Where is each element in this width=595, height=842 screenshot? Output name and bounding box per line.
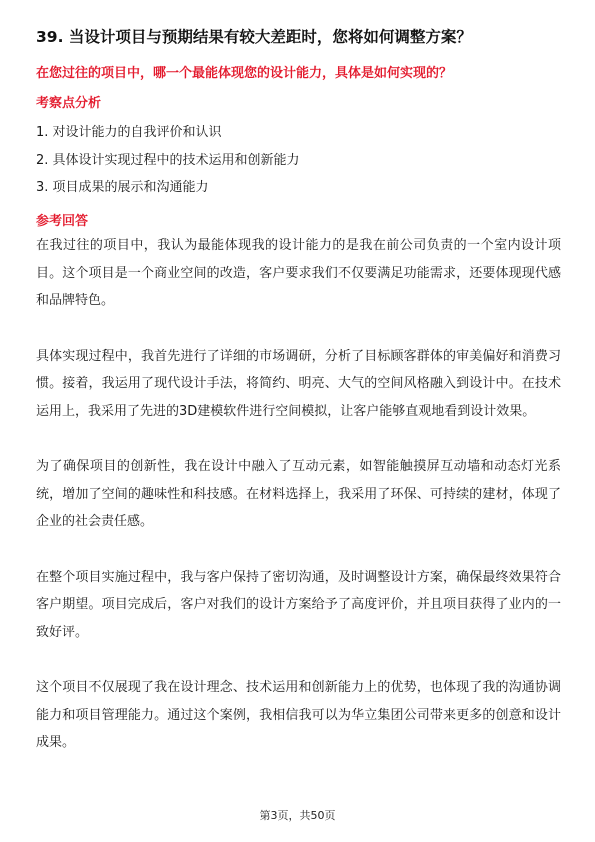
answer-paragraph: 具体实现过程中，我首先进行了详细的市场调研，分析了目标顾客群体的审美偏好和消费习惯。接着，我运用了现代设计手法，将简约、明亮、大气的空间风格融入到设计中。在技术运用上，我采用了先进的3D建模软件进行空间模拟，让客户能够直观地看到设计效果。 (36, 348, 561, 419)
question-title: 39. 当设计项目与预期结果有较大差距时，您将如何调整方案？ (36, 28, 472, 46)
page-number: 第3页，共50页 (259, 809, 336, 822)
answer-body (36, 232, 561, 785)
sub-question: 在您过往的项目中，哪一个最能体现您的设计能力，具体是如何实现的？ (36, 66, 453, 81)
analysis-item: 2. 具体设计实现过程中的技术运用和创新能力 (36, 152, 300, 168)
analysis-list (36, 119, 561, 202)
answer-paragraph: 在我过往的项目中，我认为最能体现我的设计能力的是我在前公司负责的一个室内设计项目。这个项目是一个商业空间的改造，客户要求我们不仅要满足功能需求，还要体现现代感和品牌特色。 (36, 238, 561, 308)
answer-heading: 参考回答 (36, 214, 89, 229)
answer-paragraph: 这个项目不仅展现了我在设计理念、技术运用和创新能力上的优势，也体现了我的沟通协调能力和项目管理能力。通过这个案例，我相信我可以为华立集团公司带来更多的创意和设计成果。 (36, 680, 561, 750)
analysis-item: 1. 对设计能力的自我评价和认识 (36, 125, 222, 140)
answer-paragraph: 为了确保项目的创新性，我在设计中融入了互动元素，如智能触摸屏互动墙和动态灯光系统，增加了空间的趣味性和科技感。在材料选择上，我采用了环保、可持续的建材，体现了企业的社会责任感。 (36, 459, 561, 529)
answer-paragraph: 在整个项目实施过程中，我与客户保持了密切沟通，及时调整设计方案，确保最终效果符合客户期望。项目完成后，客户对我们的设计方案给予了高度评价，并且项目获得了业内的一致好评。 (36, 569, 561, 640)
analysis-item: 3. 项目成果的展示和沟通能力 (36, 180, 209, 195)
analysis-heading: 考察点分析 (36, 96, 102, 111)
